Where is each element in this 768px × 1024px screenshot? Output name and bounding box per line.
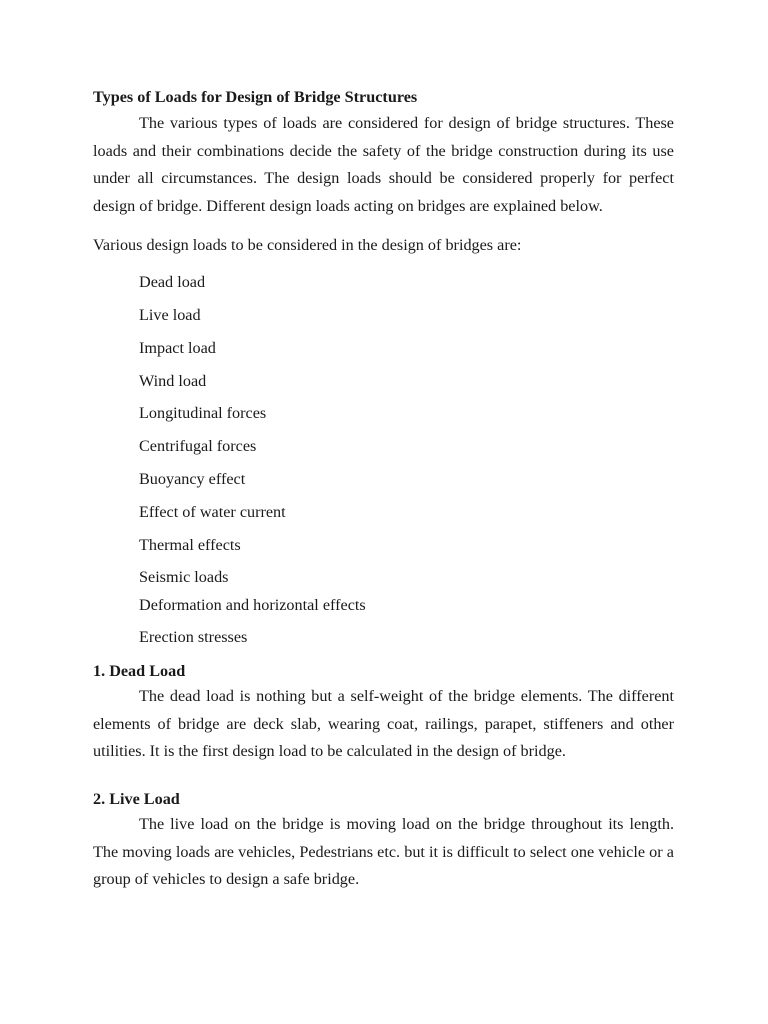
- list-item-text: Live load: [139, 306, 201, 324]
- section-heading-dead-load: 1. Dead Load: [93, 662, 186, 680]
- list-item-text: Thermal effects: [139, 536, 241, 554]
- section-heading-live-load: 2. Live Load: [93, 790, 180, 808]
- list-item-text: Deformation and horizontal effects: [139, 596, 366, 614]
- list-item-text: Impact load: [139, 339, 216, 357]
- list-item-text: Seismic loads: [139, 568, 229, 586]
- list-item-text: Effect of water current: [139, 503, 286, 521]
- section-body-live-load: The live load on the bridge is moving load on the bridge throughout its length. The moving loads are vehicles, Pedestrians etc. but it is difficult to select one vehicle or a group of vehicles to design a safe bridge.: [93, 815, 674, 888]
- list-item-text: Dead load: [139, 273, 206, 291]
- list-intro: Various design loads to be considered in the design of bridges are:: [93, 236, 522, 254]
- document-title: Types of Loads for Design of Bridge Structures: [93, 88, 418, 106]
- list-item-text: Wind load: [139, 372, 207, 390]
- intro-paragraph: The various types of loads are considered for design of bridge structures. These loads and their combinations decide the safety of the bridge construction during its use under all circumstances. The design loads should be considered properly for perfect design of bridge. Different design loads acting on bridges are explained below.: [93, 114, 674, 215]
- section-body-dead-load: The dead load is nothing but a self-weight of the bridge elements. The different elements of bridge are deck slab, wearing coat, railings, parapet, stiffeners and other utilities. It is the first design load to be calculated in the design of bridge.: [93, 687, 674, 760]
- list-item-text: Longitudinal forces: [139, 404, 267, 422]
- list-item-text: Buoyancy effect: [139, 470, 246, 488]
- list-item-text: Erection stresses: [139, 628, 248, 646]
- list-item-text: Centrifugal forces: [139, 437, 257, 455]
